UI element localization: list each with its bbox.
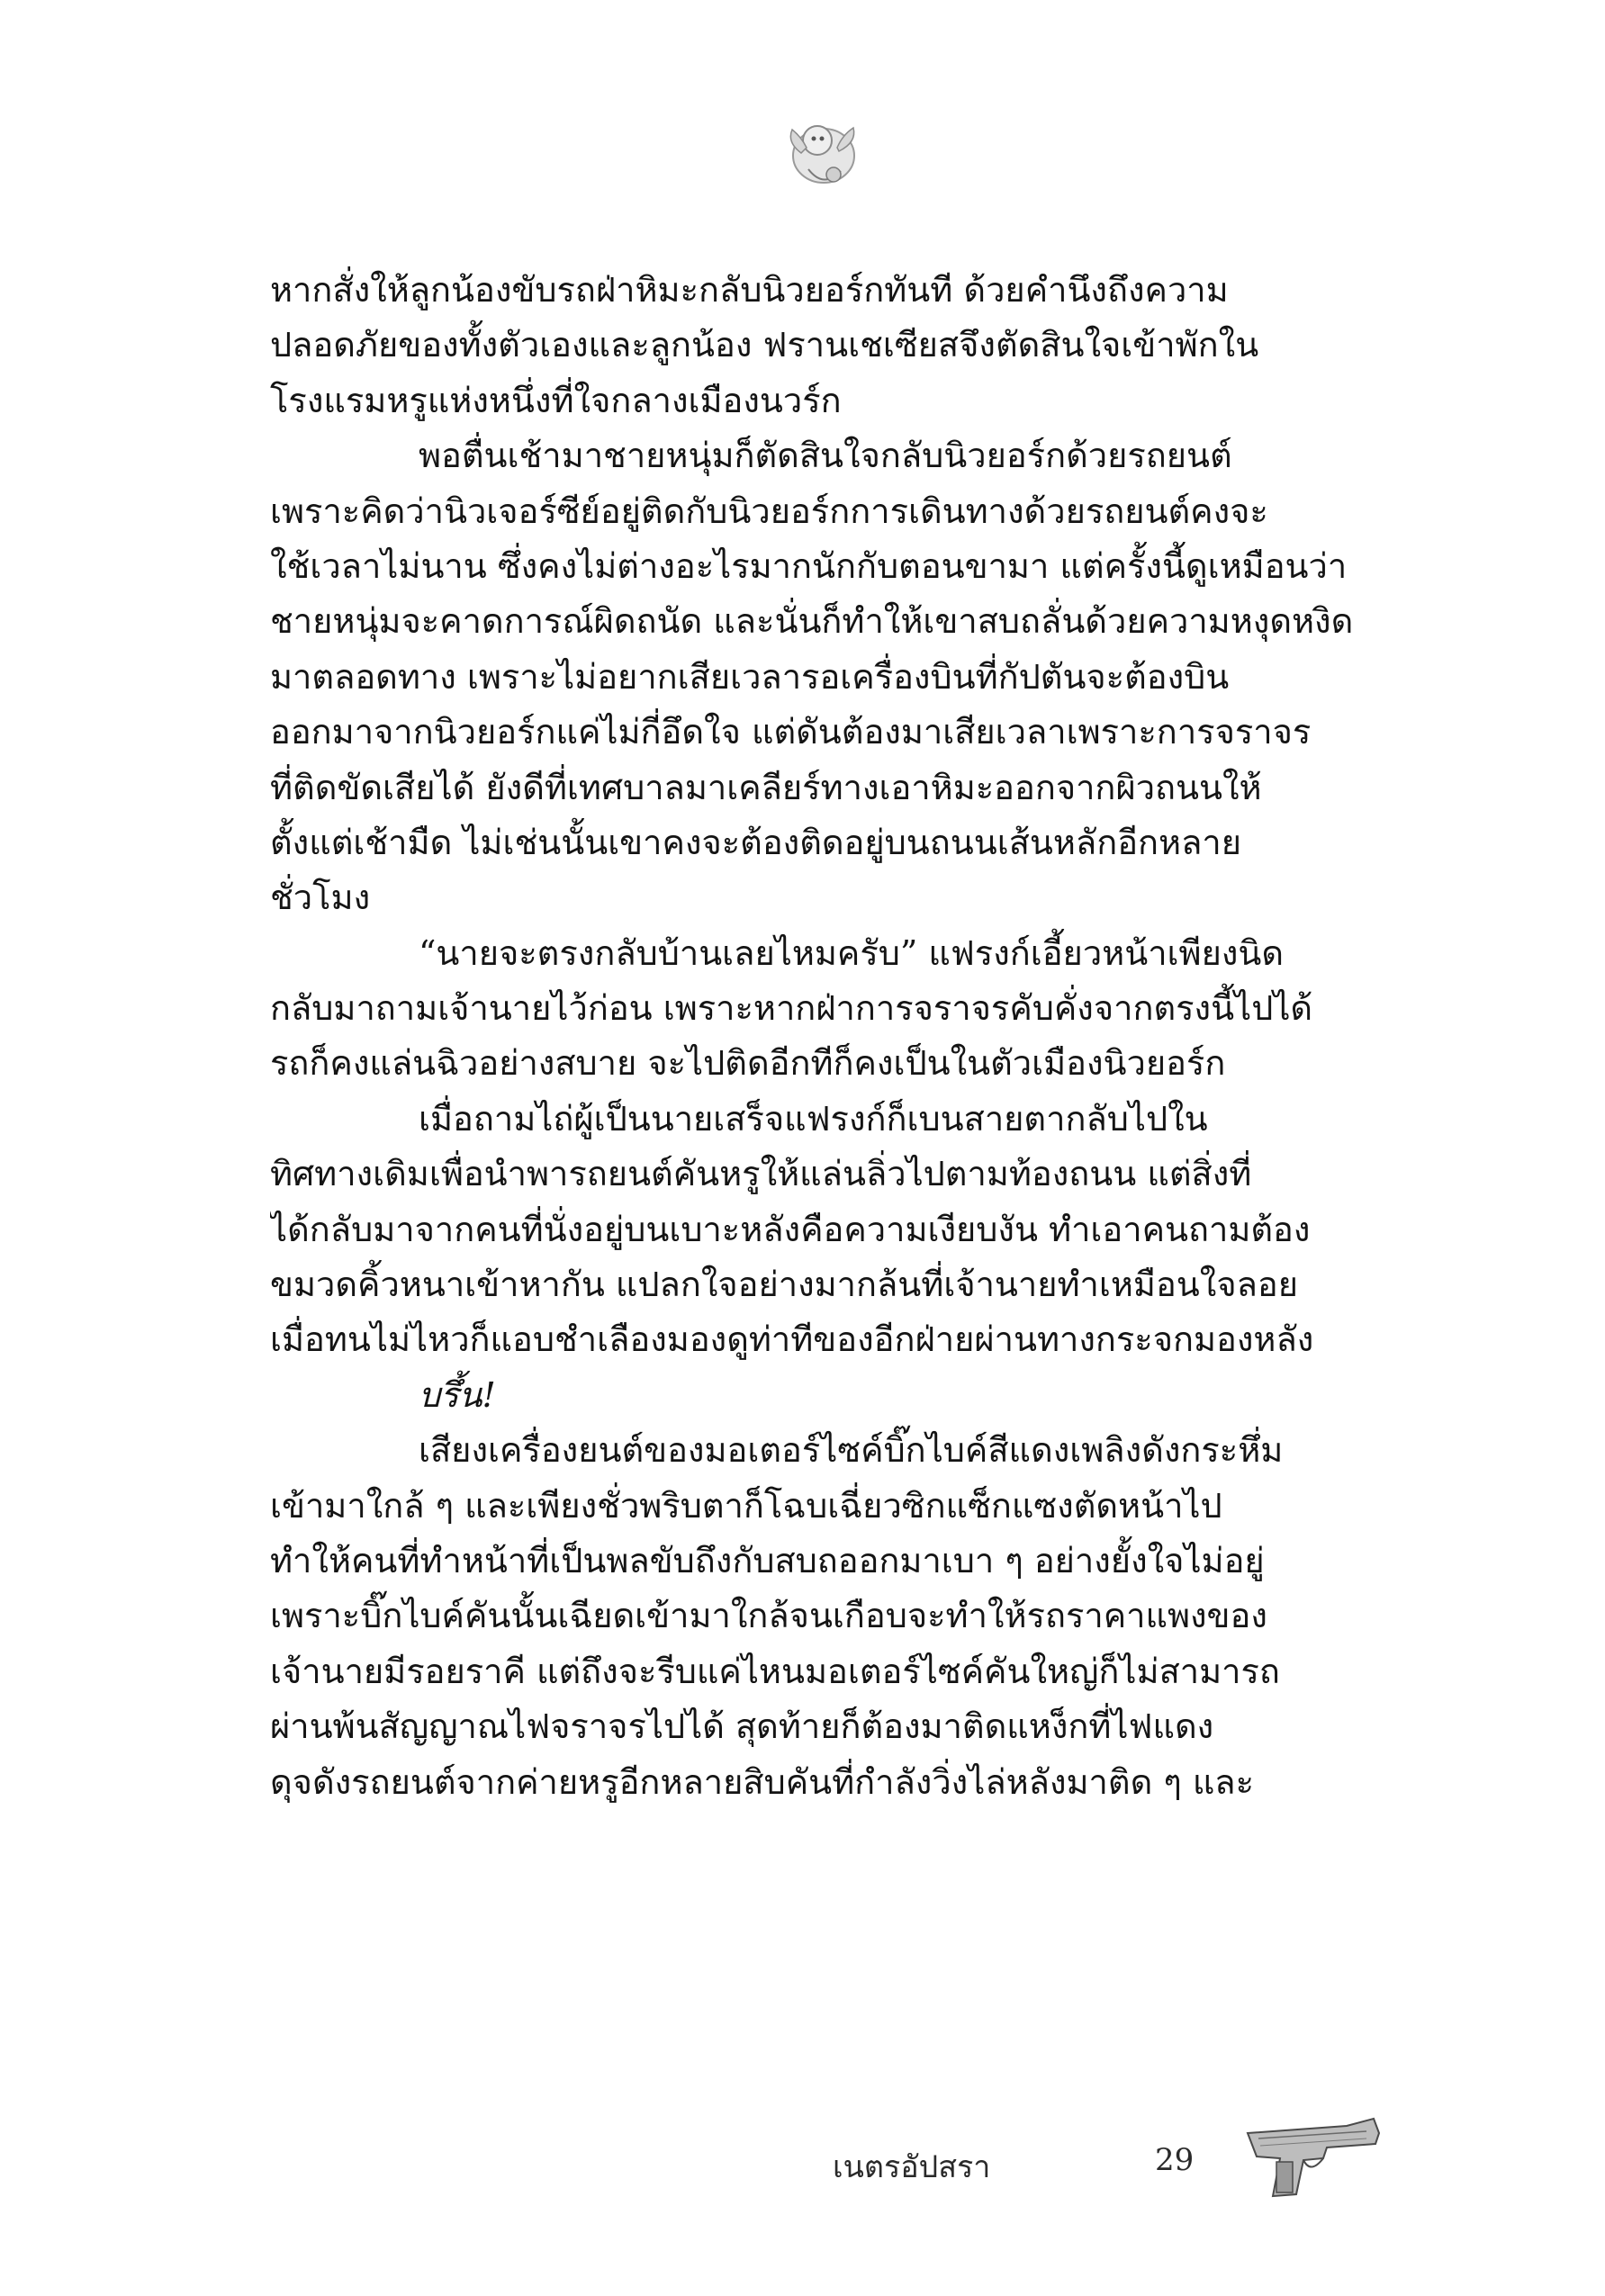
text-line: รถก็คงแล่นฉิวอย่างสบาย จะไปติดอีกทีก็คงเป็นในตัวเมืองนิวยอร์ก: [270, 1043, 1226, 1084]
text-line: ดุจดังรถยนต์จากค่ายหรูอีกหลายสิบคันที่กำลังวิ่งไล่หลังมาติด ๆ และ: [270, 1761, 1255, 1802]
text-line: ทิศทางเดิมเพื่อนำพารถยนต์คันหรูให้แล่นลิ่วไปตามท้องถนน แต่สิ่งที่: [270, 1154, 1252, 1194]
sound-effect-line: บรึ้น!: [419, 1374, 496, 1415]
text-line: กลับมาถามเจ้านายไว้ก่อน เพราะหากฝ่าการจราจรคับคั่งจากตรงนี้ไปได้: [270, 988, 1313, 1029]
paragraph: [270, 1423, 1391, 1810]
paragraph: [270, 926, 1391, 1092]
text-line: โรงแรมหรูแห่งหนึ่งที่ใจกลางเมืองนวร์ก: [270, 380, 842, 420]
text-line: ออกมาจากนิวยอร์กแค่ไม่กี่อึดใจ แต่ดันต้องมาเสียเวลาเพราะการจราจร: [270, 712, 1312, 752]
paragraph: [270, 428, 1391, 926]
text-line: ทำให้คนที่ทำหน้าที่เป็นพลขับถึงกับสบถออกมาเบา ๆ อย่างยั้งใจไม่อยู่: [270, 1540, 1265, 1580]
text-line: เมื่อถามไถ่ผู้เป็นนายเสร็จแฟรงก์ก็เบนสายตากลับไปใน: [419, 1098, 1208, 1139]
text-line: ได้กลับมาจากคนที่นั่งอยู่บนเบาะหลังคือความเงียบงัน ทำเอาคนถามต้อง: [270, 1209, 1311, 1249]
text-line: เมื่อทนไม่ไหวก็แอบชำเลืองมองดูท่าทีของอีกฝ่ายผ่านทางกระจกมองหลัง: [270, 1319, 1314, 1360]
pistol-icon: [1240, 2106, 1384, 2205]
text-line: เข้ามาใกล้ ๆ และเพียงชั่วพริบตาก็โฉบเฉี่ยวซิกแซ็กแซงตัดหน้าไป: [270, 1485, 1222, 1526]
text-line: มาตลอดทาง เพราะไม่อยากเสียเวลารอเครื่องบินที่กัปตันจะต้องบิน: [270, 656, 1230, 697]
paragraph: [270, 1092, 1391, 1368]
text-line: ชั่วโมง: [270, 878, 371, 918]
text-line: ปลอดภัยของทั้งตัวเองและลูกน้อง ฟรานเชเซียสจึงตัดสินใจเข้าพักใน: [270, 325, 1259, 365]
text-line: เจ้านายมีรอยราคี แต่ถึงจะรีบแค่ไหนมอเตอร์ไซค์คันใหญ่ก็ไม่สามารถ: [270, 1651, 1280, 1691]
text-line: ชายหนุ่มจะคาดการณ์ผิดถนัด และนั่นก็ทำให้เขาสบถลั่นด้วยความหงุดหงิด: [270, 601, 1354, 642]
text-line: ใช้เวลาไม่นาน ซึ่งคงไม่ต่างอะไรมากนักกับตอนขามา แต่ครั้งนี้ดูเหมือนว่า: [270, 545, 1348, 586]
text-line: “นายจะตรงกลับบ้านเลยไหมครับ” แฟรงก์เอี้ยวหน้าเพียงนิด: [419, 932, 1285, 973]
page-number: 29: [1155, 2142, 1195, 2178]
text-line: เพราะคิดว่านิวเจอร์ซีย์อยู่ติดกับนิวยอร์กการเดินทางด้วยรถยนต์คงจะ: [270, 491, 1268, 531]
text-line: ขมวดคิ้วหนาเข้าหากัน แปลกใจอย่างมากล้นที่เจ้านายทำเหมือนใจลอย: [270, 1265, 1298, 1305]
text-line: เสียงเครื่องยนต์ของมอเตอร์ไซค์บิ๊กไบค์สีแดงเพลิงดังกระหึ่ม: [419, 1430, 1284, 1471]
body-text: [270, 263, 1391, 1810]
text-line: ตั้งแต่เช้ามืด ไม่เช่นนั้นเขาคงจะต้องติดอยู่บนถนนเส้นหลักอีกหลาย: [270, 822, 1241, 862]
text-line: พอตื่นเช้ามาชายหนุ่มก็ตัดสินใจกลับนิวยอร์กด้วยรถยนต์: [419, 436, 1232, 476]
footer-book-title: เนตรอัปสรา: [833, 2149, 991, 2185]
cherub-ornament-icon: [774, 106, 873, 196]
text-line: ผ่านพ้นสัญญาณไฟจราจรไปได้ สุดท้ายก็ต้องมาติดแหง็กที่ไฟแดง: [270, 1706, 1214, 1747]
text-line: หากสั่งให้ลูกน้องขับรถฝ่าหิมะกลับนิวยอร์กทันที ด้วยคำนึงถึงความ: [270, 270, 1229, 310]
text-line: เพราะบิ๊กไบค์คันนั้นเฉียดเข้ามาใกล้จนเกือบจะทำให้รถราคาแพงของ: [270, 1596, 1267, 1636]
paragraph: [270, 263, 1391, 428]
text-line: ที่ติดขัดเสียได้ ยังดีที่เทศบาลมาเคลียร์ทางเอาหิมะออกจากผิวถนนให้: [270, 767, 1262, 807]
paragraph: [270, 1368, 1391, 1423]
